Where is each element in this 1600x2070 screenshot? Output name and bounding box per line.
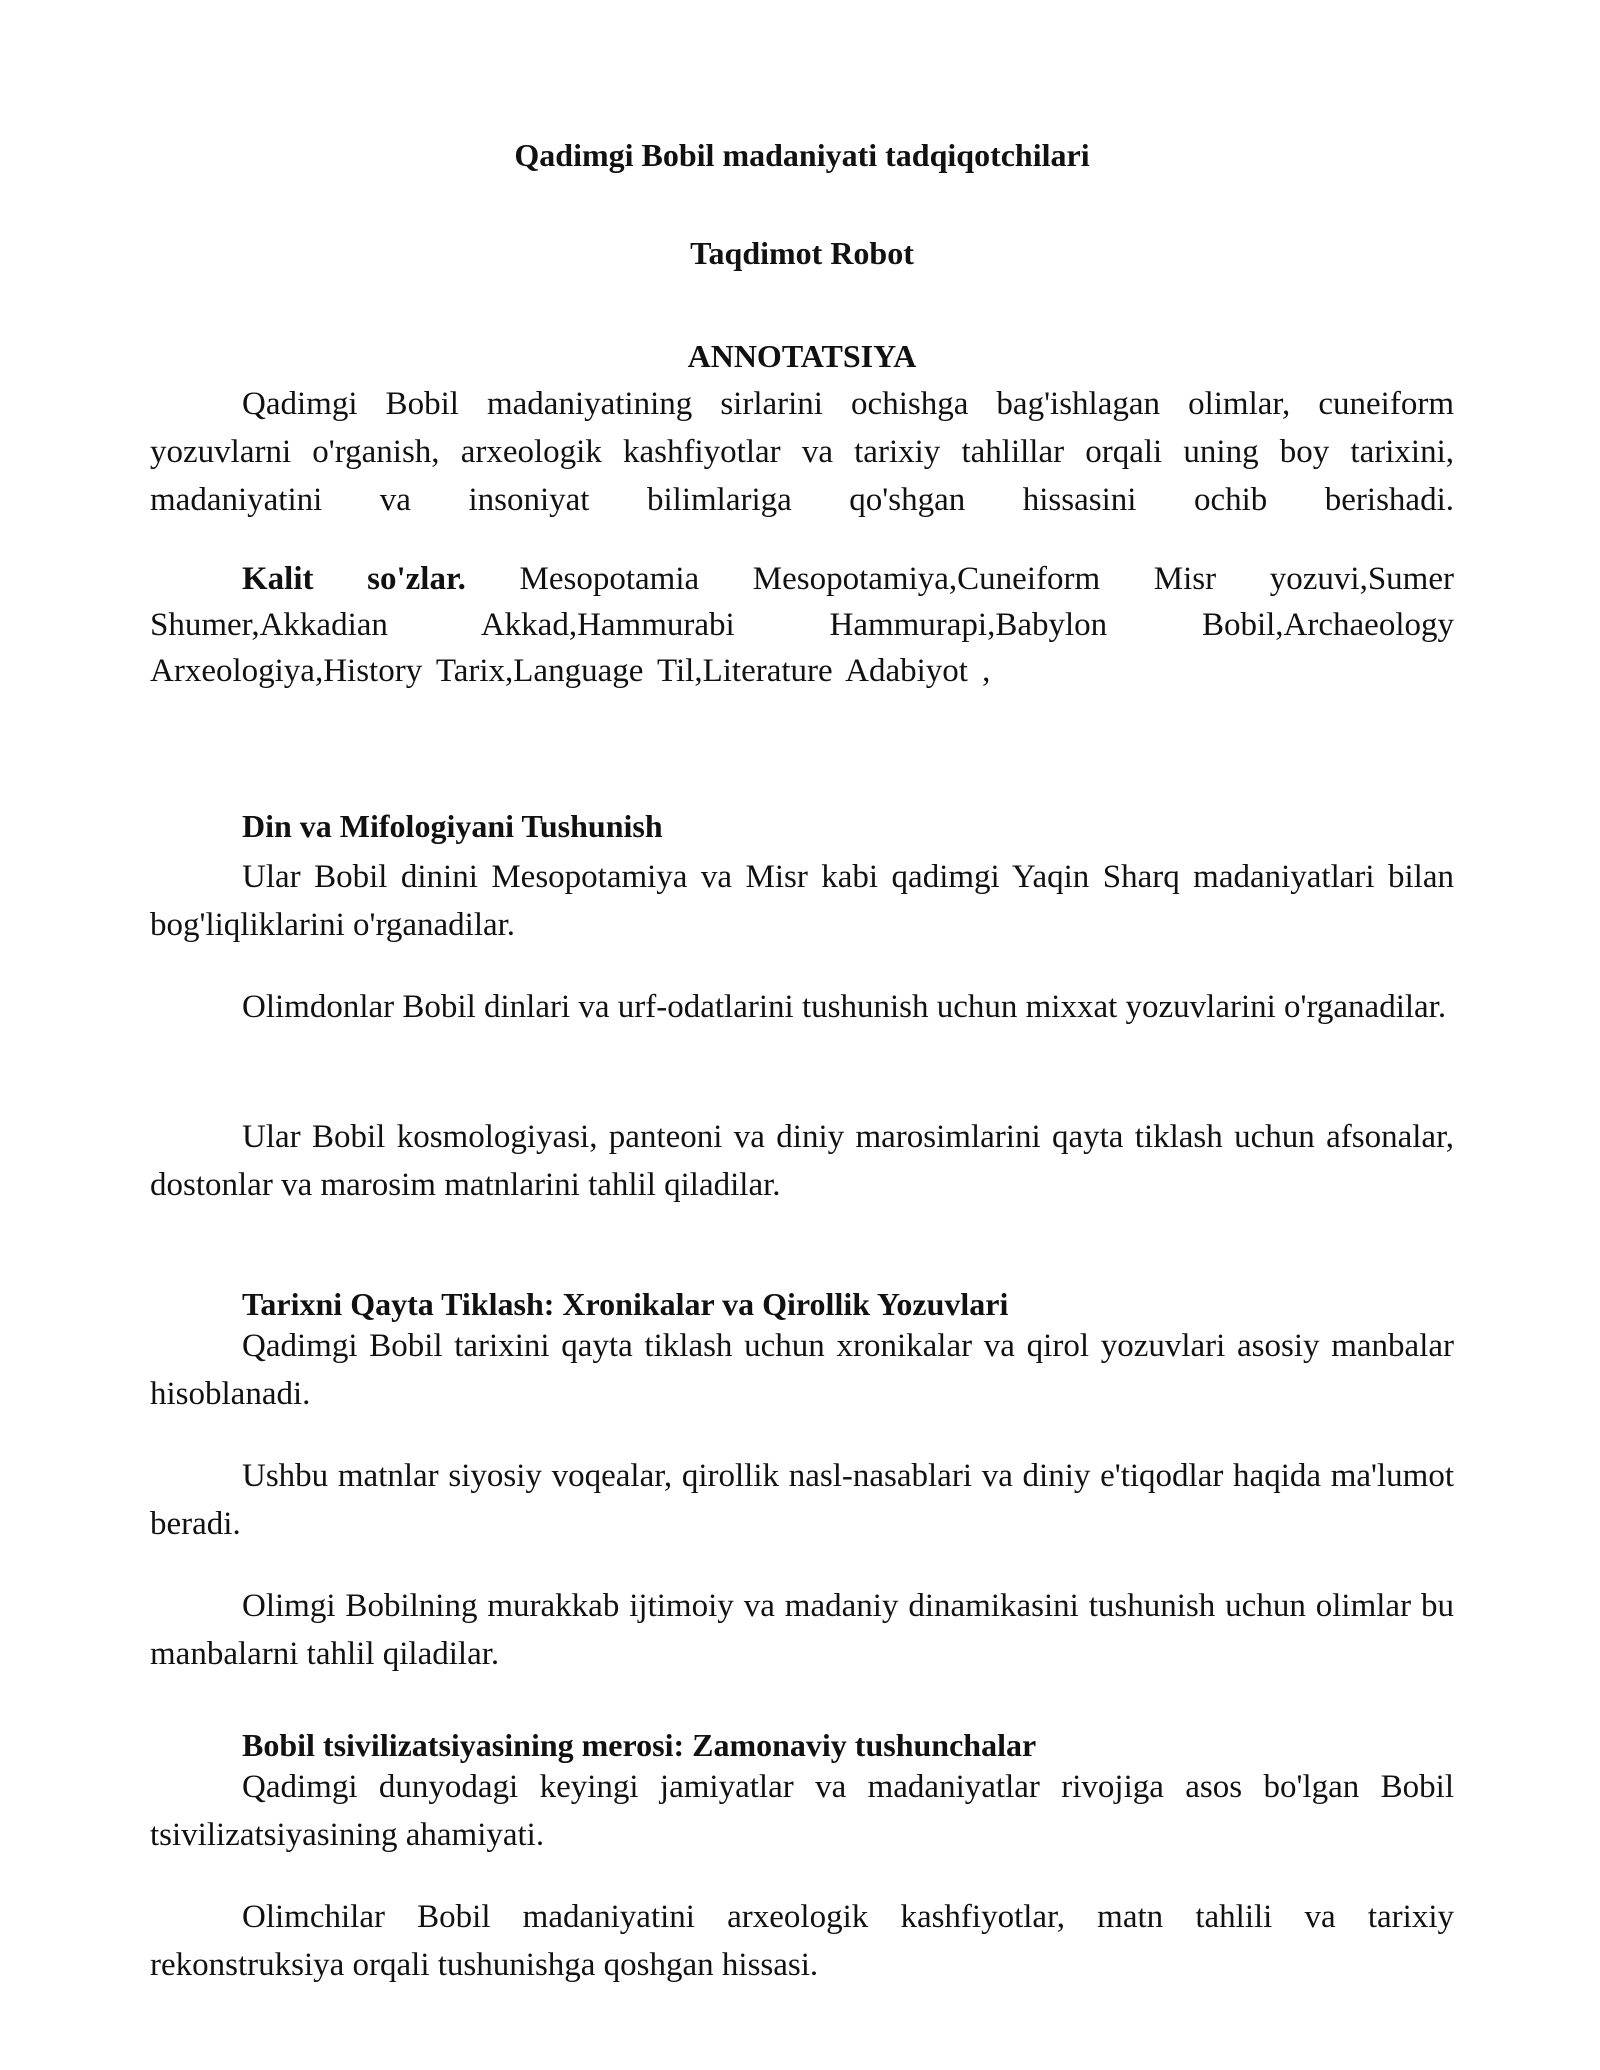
section-heading-religion: Din va Mifologiyani Tushunish [242, 808, 663, 844]
keywords-label: Kalit so'zlar. [242, 561, 466, 597]
section-heading-history: Tarixni Qayta Tiklash: Xronikalar va Qirollik Yozuvlari [242, 1286, 1009, 1322]
section-paragraph: Ushbu matnlar siyosiy voqealar, qirollik nasl-nasablari va diniy e'tiqodlar haqida ma'lumot beradi. [150, 1458, 1454, 1542]
document-title: Qadimgi Bobil madaniyati tadqiqotchilari [514, 137, 1090, 173]
section-paragraph: Qadimgi dunyodagi keyingi jamiyatlar va madaniyatlar rivojiga asos bo'lgan Bobil tsivilizatsiyasining ahamiyati. [150, 1769, 1454, 1853]
section-paragraph: Ular Bobil dinini Mesopotamiya va Misr kabi qadimgi Yaqin Sharq madaniyatlari bilan bog'liqliklarini o'rganadilar. [150, 859, 1454, 943]
section-paragraph: Ular Bobil kosmologiyasi, panteoni va diniy marosimlarini qayta tiklash uchun afsonalar, dostonlar va marosim matnlarini tahlil qiladilar. [150, 1119, 1454, 1203]
annotation-heading: ANNOTATSIYA [687, 338, 917, 374]
document-subtitle: Taqdimot Robot [690, 235, 914, 271]
annotation-paragraph: Qadimgi Bobil madaniyatining sirlarini ochishga bag'ishlagan olimlar, cuneiform yozuvlarni o'rganish, arxeologik kashfiyotlar va tarixiy tahlillar orqali uning boy tarixini, madaniyatini va insoniyat bilimlariga qo'shgan hissasini ochib berishadi. [150, 386, 1454, 518]
section-paragraph: Qadimgi Bobil tarixini qayta tiklash uchun xronikalar va qirol yozuvlari asosiy manbalar hisoblanadi. [150, 1328, 1454, 1412]
section-paragraph: Olimgi Bobilning murakkab ijtimoiy va madaniy dinamikasini tushunish uchun olimlar bu manbalarni tahlil qiladilar. [150, 1588, 1454, 1672]
section-heading-legacy: Bobil tsivilizatsiyasining merosi: Zamonaviy tushunchalar [242, 1727, 1037, 1763]
keywords-paragraph [150, 556, 1454, 694]
section-paragraph: Olimdonlar Bobil dinlari va urf-odatlarini tushunish uchun mixxat yozuvlarini o'rganadilar. [242, 989, 1447, 1025]
section-paragraph: Olimchilar Bobil madaniyatini arxeologik kashfiyotlar, matn tahlili va tarixiy rekonstruksiya orqali tushunishga qoshgan hissasi. [150, 1899, 1454, 1983]
keywords-list: Mesopotamia Mesopotamiya,Cuneiform Misr yozuvi,Sumer Shumer,Akkadian Akkad,Hammurabi Hammurapi,Babylon Bobil,Archaeology Arxeologiya,History Tarix,Language Til,Literature Adabiyot , [150, 561, 1454, 689]
